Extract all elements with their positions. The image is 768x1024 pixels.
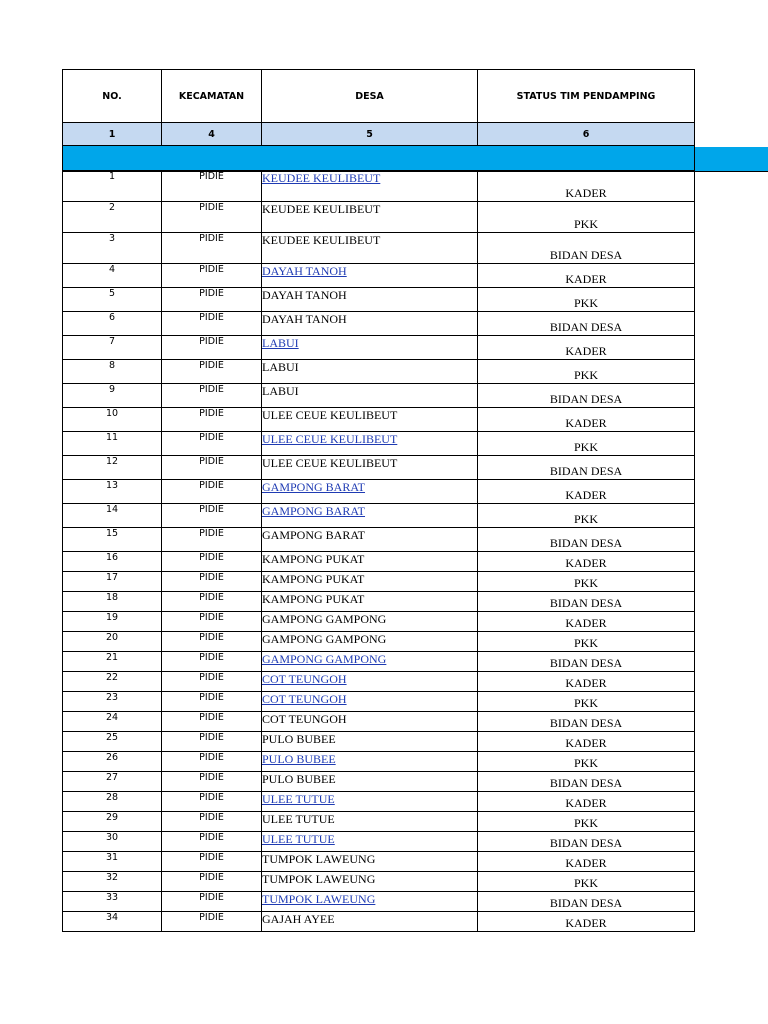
status-cell: PKK — [478, 692, 695, 712]
column-number-row — [63, 123, 695, 146]
kecamatan-cell: PIDIE — [162, 592, 262, 612]
table-row — [63, 202, 695, 233]
desa-cell: GAJAH AYEE — [262, 912, 478, 932]
table-row — [63, 732, 695, 752]
desa-link[interactable]: ULEE CEUE KEULIBEUT — [262, 432, 478, 456]
kecamatan-cell: PIDIE — [162, 504, 262, 528]
kecamatan-cell: PIDIE — [162, 456, 262, 480]
kecamatan-cell: PIDIE — [162, 528, 262, 552]
kecamatan-cell: PIDIE — [162, 312, 262, 336]
desa-link[interactable]: ULEE TUTUE — [262, 832, 478, 852]
header-status: STATUS TIM PENDAMPING — [478, 70, 695, 123]
header-desa: DESA — [262, 70, 478, 123]
desa-cell: GAMPONG BARAT — [262, 528, 478, 552]
status-cell: BIDAN DESA — [478, 832, 695, 852]
row-number: 18 — [63, 592, 162, 612]
row-number: 11 — [63, 432, 162, 456]
table-row — [63, 632, 695, 652]
desa-cell: KAMPONG PUKAT — [262, 552, 478, 572]
desa-cell: PULO BUBEE — [262, 772, 478, 792]
desa-cell: ULEE TUTUE — [262, 812, 478, 832]
table-row — [63, 652, 695, 672]
row-number: 29 — [63, 812, 162, 832]
status-cell: BIDAN DESA — [478, 384, 695, 408]
table-row — [63, 712, 695, 732]
desa-cell: TUMPOK LAWEUNG — [262, 852, 478, 872]
table-row — [63, 312, 695, 336]
row-number: 6 — [63, 312, 162, 336]
row-number: 7 — [63, 336, 162, 360]
row-number: 22 — [63, 672, 162, 692]
table-row — [63, 288, 695, 312]
desa-cell: KAMPONG PUKAT — [262, 592, 478, 612]
desa-cell: DAYAH TANOH — [262, 288, 478, 312]
status-cell: BIDAN DESA — [478, 592, 695, 612]
table-row — [63, 336, 695, 360]
status-cell: KADER — [478, 672, 695, 692]
kecamatan-cell: PIDIE — [162, 572, 262, 592]
table-row — [63, 912, 695, 932]
column-number: 1 — [63, 123, 162, 146]
kecamatan-cell: PIDIE — [162, 892, 262, 912]
row-number: 3 — [63, 233, 162, 264]
row-number: 8 — [63, 360, 162, 384]
table-row — [63, 892, 695, 912]
kecamatan-cell: PIDIE — [162, 652, 262, 672]
kecamatan-cell: PIDIE — [162, 832, 262, 852]
desa-cell: GAMPONG GAMPONG — [262, 612, 478, 632]
kecamatan-cell: PIDIE — [162, 233, 262, 264]
kecamatan-cell: PIDIE — [162, 171, 262, 202]
status-cell: KADER — [478, 792, 695, 812]
kecamatan-cell: PIDIE — [162, 432, 262, 456]
status-cell: KADER — [478, 552, 695, 572]
row-number: 34 — [63, 912, 162, 932]
table-row — [63, 233, 695, 264]
row-number: 12 — [63, 456, 162, 480]
desa-cell: ULEE CEUE KEULIBEUT — [262, 456, 478, 480]
desa-cell: LABUI — [262, 384, 478, 408]
desa-cell: LABUI — [262, 360, 478, 384]
table-row — [63, 852, 695, 872]
header-row — [63, 70, 695, 123]
kecamatan-cell: PIDIE — [162, 264, 262, 288]
table-row — [63, 792, 695, 812]
header-kecamatan: KECAMATAN — [162, 70, 262, 123]
row-number: 14 — [63, 504, 162, 528]
kecamatan-cell: PIDIE — [162, 772, 262, 792]
status-cell: PKK — [478, 432, 695, 456]
table-row — [63, 504, 695, 528]
table-row — [63, 612, 695, 632]
desa-link[interactable]: GAMPONG BARAT — [262, 480, 478, 504]
status-cell: BIDAN DESA — [478, 892, 695, 912]
kecamatan-cell: PIDIE — [162, 480, 262, 504]
desa-cell: TUMPOK LAWEUNG — [262, 872, 478, 892]
table-row — [63, 552, 695, 572]
status-cell: PKK — [478, 752, 695, 772]
status-cell: BIDAN DESA — [478, 312, 695, 336]
kecamatan-cell: PIDIE — [162, 672, 262, 692]
kecamatan-cell: PIDIE — [162, 408, 262, 432]
row-number: 9 — [63, 384, 162, 408]
table-row — [63, 572, 695, 592]
row-number: 28 — [63, 792, 162, 812]
table-row — [63, 872, 695, 892]
status-cell: BIDAN DESA — [478, 456, 695, 480]
status-cell: PKK — [478, 202, 695, 233]
table-row — [63, 672, 695, 692]
status-cell: PKK — [478, 504, 695, 528]
desa-link[interactable]: TUMPOK LAWEUNG — [262, 892, 478, 912]
desa-cell: KAMPONG PUKAT — [262, 572, 478, 592]
kecamatan-cell: PIDIE — [162, 712, 262, 732]
status-cell: KADER — [478, 408, 695, 432]
kecamatan-cell: PIDIE — [162, 912, 262, 932]
status-cell: PKK — [478, 872, 695, 892]
table-row — [63, 360, 695, 384]
row-number: 1 — [63, 171, 162, 202]
table-row — [63, 264, 695, 288]
status-cell: PKK — [478, 632, 695, 652]
kecamatan-cell: PIDIE — [162, 288, 262, 312]
kecamatan-cell: PIDIE — [162, 812, 262, 832]
kecamatan-cell: PIDIE — [162, 360, 262, 384]
desa-cell: KEUDEE KEULIBEUT — [262, 233, 478, 264]
kecamatan-cell: PIDIE — [162, 792, 262, 812]
table-row — [63, 832, 695, 852]
row-number: 25 — [63, 732, 162, 752]
kecamatan-cell: PIDIE — [162, 612, 262, 632]
desa-link[interactable]: GAMPONG GAMPONG — [262, 652, 478, 672]
row-number: 33 — [63, 892, 162, 912]
desa-link[interactable]: GAMPONG BARAT — [262, 504, 478, 528]
desa-cell: PULO BUBEE — [262, 732, 478, 752]
row-number: 2 — [63, 202, 162, 233]
status-cell: BIDAN DESA — [478, 528, 695, 552]
column-number: 5 — [262, 123, 478, 146]
kecamatan-cell: PIDIE — [162, 384, 262, 408]
status-cell: KADER — [478, 480, 695, 504]
row-number: 20 — [63, 632, 162, 652]
kecamatan-cell: PIDIE — [162, 202, 262, 233]
desa-cell: GAMPONG GAMPONG — [262, 632, 478, 652]
kecamatan-cell: PIDIE — [162, 732, 262, 752]
table-row — [63, 408, 695, 432]
row-number: 26 — [63, 752, 162, 772]
desa-cell: COT TEUNGOH — [262, 712, 478, 732]
column-number: 6 — [478, 123, 695, 146]
row-number: 4 — [63, 264, 162, 288]
row-number: 32 — [63, 872, 162, 892]
row-number: 10 — [63, 408, 162, 432]
row-number: 23 — [63, 692, 162, 712]
desa-cell: DAYAH TANOH — [262, 312, 478, 336]
column-number: 4 — [162, 123, 262, 146]
status-cell: KADER — [478, 852, 695, 872]
table-row — [63, 752, 695, 772]
status-cell: PKK — [478, 812, 695, 832]
table-row — [63, 171, 695, 202]
kecamatan-cell: PIDIE — [162, 336, 262, 360]
status-cell: KADER — [478, 912, 695, 932]
row-number: 19 — [63, 612, 162, 632]
section-cell — [63, 146, 695, 171]
header-no: NO. — [63, 70, 162, 123]
row-number: 31 — [63, 852, 162, 872]
table-row — [63, 592, 695, 612]
desa-link[interactable]: PULO BUBEE — [262, 752, 478, 772]
status-cell: PKK — [478, 572, 695, 592]
desa-link[interactable]: KEUDEE KEULIBEUT — [262, 171, 478, 202]
table-row — [63, 480, 695, 504]
status-cell: BIDAN DESA — [478, 233, 695, 264]
status-cell: KADER — [478, 336, 695, 360]
status-cell: BIDAN DESA — [478, 652, 695, 672]
status-cell: BIDAN DESA — [478, 712, 695, 732]
status-cell: PKK — [478, 360, 695, 384]
row-number: 27 — [63, 772, 162, 792]
table-row — [63, 812, 695, 832]
row-number: 30 — [63, 832, 162, 852]
row-number: 13 — [63, 480, 162, 504]
row-number: 21 — [63, 652, 162, 672]
kecamatan-cell: PIDIE — [162, 852, 262, 872]
section-row — [63, 146, 695, 171]
status-cell: BIDAN DESA — [478, 772, 695, 792]
row-number: 5 — [63, 288, 162, 312]
table-row — [63, 384, 695, 408]
kecamatan-cell: PIDIE — [162, 752, 262, 772]
status-cell: KADER — [478, 732, 695, 752]
row-number: 16 — [63, 552, 162, 572]
desa-link[interactable]: COT TEUNGOH — [262, 672, 478, 692]
row-number: 17 — [63, 572, 162, 592]
row-number: 15 — [63, 528, 162, 552]
status-cell: PKK — [478, 288, 695, 312]
table-row — [63, 772, 695, 792]
desa-cell: KEUDEE KEULIBEUT — [262, 202, 478, 233]
status-cell: KADER — [478, 612, 695, 632]
kecamatan-cell: PIDIE — [162, 552, 262, 572]
row-number: 24 — [63, 712, 162, 732]
status-cell: KADER — [478, 171, 695, 202]
kecamatan-cell: PIDIE — [162, 692, 262, 712]
table-row — [63, 432, 695, 456]
desa-link[interactable]: ULEE TUTUE — [262, 792, 478, 812]
desa-link[interactable]: DAYAH TANOH — [262, 264, 478, 288]
kecamatan-cell: PIDIE — [162, 872, 262, 892]
desa-link[interactable]: COT TEUNGOH — [262, 692, 478, 712]
table-row — [63, 692, 695, 712]
data-table — [62, 69, 695, 932]
table-row — [63, 528, 695, 552]
desa-cell: ULEE CEUE KEULIBEUT — [262, 408, 478, 432]
status-cell: KADER — [478, 264, 695, 288]
desa-link[interactable]: LABUI — [262, 336, 478, 360]
table-row — [63, 456, 695, 480]
kecamatan-cell: PIDIE — [162, 632, 262, 652]
